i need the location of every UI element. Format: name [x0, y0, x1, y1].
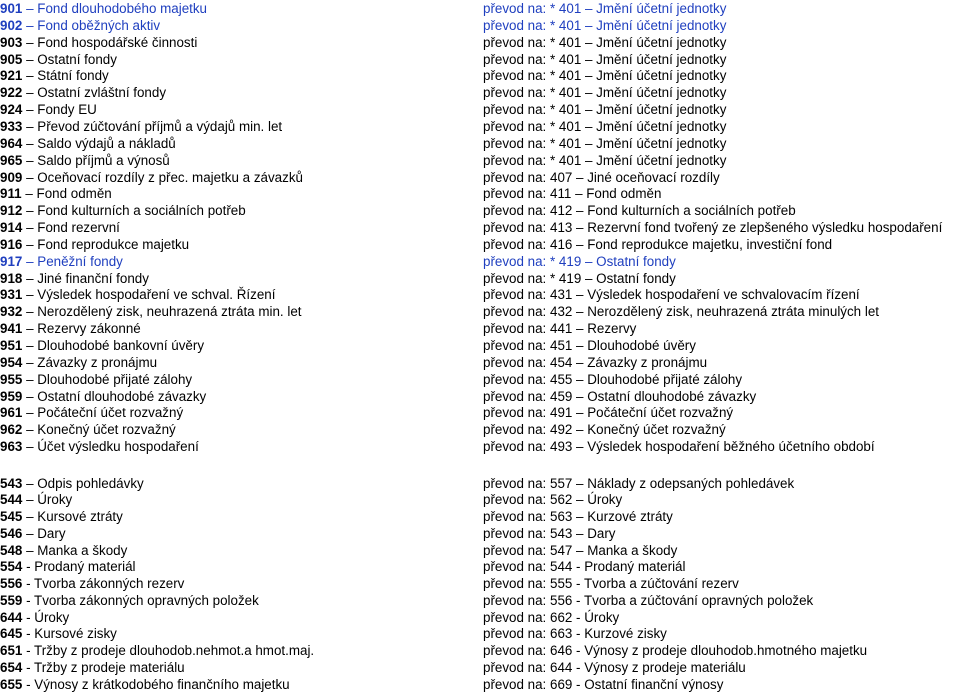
mapping-row	[0, 422, 960, 439]
source-account-name: Závazky z pronájmu	[37, 354, 158, 370]
source-account-code: 543	[0, 475, 23, 491]
target-account: převod na: * 401 – Jmění účetní jednotky	[483, 34, 727, 50]
mapping-row	[0, 660, 960, 677]
source-account	[0, 186, 112, 203]
target-account: převod na: 412 – Fond kulturních a sociálních potřeb	[483, 203, 796, 219]
separator: –	[26, 354, 34, 370]
mapping-row	[0, 237, 960, 254]
source-account	[0, 85, 166, 102]
target-account: převod na: 544 - Prodaný materiál	[483, 559, 686, 575]
separator: -	[26, 659, 31, 675]
separator: –	[25, 186, 33, 202]
source-account	[0, 509, 123, 526]
source-account-code: 903	[0, 34, 23, 50]
source-account-name: Nerozdělený zisk, neuhrazená ztráta min. let	[37, 304, 302, 320]
mapping-row	[0, 610, 960, 627]
source-account-code: 921	[0, 68, 23, 84]
source-account-code: 932	[0, 304, 23, 320]
target-account: převod na: 646 - Výnosy z prodeje dlouhodob.hmotného majetku	[483, 643, 868, 658]
source-account	[0, 677, 290, 694]
source-account	[0, 610, 69, 627]
source-account	[0, 220, 120, 237]
source-account-code: 918	[0, 270, 23, 286]
separator: –	[26, 17, 34, 33]
source-account	[0, 476, 144, 493]
source-account-code: 924	[0, 102, 23, 118]
separator: –	[26, 102, 34, 118]
source-account-code: 931	[0, 287, 23, 303]
mapping-row	[0, 439, 960, 456]
separator: –	[26, 304, 34, 320]
separator: –	[26, 68, 34, 84]
source-account-name: Fondy EU	[37, 102, 97, 118]
mapping-row	[0, 304, 960, 321]
source-account	[0, 660, 185, 677]
source-account	[0, 355, 157, 372]
source-account-code: 951	[0, 338, 23, 353]
separator: –	[26, 287, 34, 303]
source-account-name: Počáteční účet rozvažný	[37, 405, 184, 421]
source-account-name: Fond kulturních a sociálních potřeb	[37, 203, 246, 219]
target-account: převod na: 431 – Výsledek hospodaření ve schvalovacím řízení	[483, 287, 860, 303]
source-account-code: 554	[0, 559, 23, 575]
source-account-name: Výsledek hospodaření ve schval. Řízení	[37, 287, 276, 303]
mapping-row	[0, 405, 960, 422]
source-account	[0, 237, 189, 254]
source-account-name: Tržby z prodeje dlouhodob.nehmot.a hmot.maj.	[34, 643, 315, 658]
source-account	[0, 170, 303, 187]
separator: –	[26, 509, 34, 524]
source-account-name: Ostatní fondy	[37, 51, 117, 67]
target-account: převod na: 411 – Fond odměn	[483, 186, 662, 202]
source-account-name: Fond rezervní	[37, 220, 120, 236]
source-account-name: Oceňovací rozdíly z přec. majetku a závazků	[37, 169, 303, 185]
mapping-row	[0, 186, 960, 203]
source-account-name: Státní fondy	[37, 68, 109, 84]
source-account-code: 933	[0, 118, 23, 134]
source-account-name: Kursové zisky	[34, 626, 117, 642]
target-account: převod na: 669 - Ostatní finanční výnosy	[483, 676, 724, 692]
source-account-name: Dlouhodobé přijaté zálohy	[37, 371, 193, 387]
source-account-code: 546	[0, 525, 23, 541]
mapping-row	[0, 35, 960, 52]
target-account: převod na: * 401 – Jmění účetní jednotky	[483, 152, 727, 168]
source-account-code: 963	[0, 439, 23, 455]
separator: –	[26, 135, 34, 151]
source-account-code: 911	[0, 186, 22, 202]
source-account	[0, 153, 170, 170]
target-account: převod na: 492 – Konečný účet rozvažný	[483, 422, 726, 438]
target-account: převod na: * 419 – Ostatní fondy	[483, 270, 676, 286]
source-account	[0, 543, 127, 560]
mapping-row	[0, 355, 960, 372]
target-account: převod na: 555 - Tvorba a zúčtování rezerv	[483, 576, 739, 591]
mapping-row	[0, 593, 960, 610]
source-account-code: 909	[0, 169, 23, 185]
target-account: převod na: 455 – Dlouhodobé přijaté zálohy	[483, 371, 743, 387]
source-account-code: 556	[0, 576, 23, 591]
separator: –	[26, 236, 34, 252]
target-account: převod na: 563 – Kurzové ztráty	[483, 509, 673, 524]
separator: –	[26, 405, 34, 421]
mapping-row	[0, 203, 960, 220]
separator: –	[26, 118, 34, 134]
mapping-row	[0, 254, 960, 271]
source-account-name: Výnosy z krátkodobého finančního majetku	[34, 676, 290, 692]
source-account-name: Saldo výdajů a nákladů	[37, 135, 176, 151]
source-account-name: Úroky	[34, 609, 70, 625]
separator: –	[26, 338, 34, 353]
source-account-code: 902	[0, 17, 23, 33]
source-account	[0, 405, 183, 422]
source-account	[0, 203, 246, 220]
mapping-row	[0, 526, 960, 543]
separator: -	[26, 609, 31, 625]
source-account	[0, 439, 199, 456]
source-account	[0, 389, 206, 406]
mapping-row	[0, 543, 960, 560]
source-account-code: 941	[0, 321, 23, 337]
source-account-code: 544	[0, 492, 23, 508]
source-account-name: Ostatní zvláštní fondy	[37, 85, 167, 101]
source-account-name: Manka a škody	[37, 542, 128, 558]
target-account: převod na: * 419 – Ostatní fondy	[483, 253, 676, 269]
mapping-row	[0, 372, 960, 389]
mapping-row	[0, 119, 960, 136]
target-account: převod na: 547 – Manka a škody	[483, 542, 678, 558]
source-account-code: 917	[0, 253, 23, 269]
mapping-row	[0, 476, 960, 493]
separator: –	[26, 1, 34, 16]
source-account-code: 955	[0, 371, 23, 387]
mapping-row	[0, 576, 960, 593]
source-account	[0, 136, 176, 153]
separator: –	[26, 388, 34, 404]
mapping-row	[0, 338, 960, 355]
target-account: převod na: 451 – Dlouhodobé úvěry	[483, 338, 696, 353]
source-account-code: 922	[0, 85, 23, 101]
source-account-name: Účet výsledku hospodaření	[37, 439, 199, 455]
source-account-name: Úroky	[37, 492, 73, 508]
separator: –	[26, 253, 34, 269]
mapping-row	[0, 85, 960, 102]
mapping-row	[0, 287, 960, 304]
separator: -	[26, 576, 31, 591]
target-account: převod na: 663 - Kurzové zisky	[483, 626, 667, 642]
target-account: převod na: * 401 – Jmění účetní jednotky	[483, 135, 727, 151]
source-account	[0, 271, 149, 288]
source-account	[0, 52, 117, 69]
separator: -	[26, 676, 31, 692]
source-account-name: Dary	[37, 525, 66, 541]
source-account	[0, 372, 192, 389]
source-account-name: Odpis pohledávky	[37, 475, 144, 491]
separator: –	[26, 321, 34, 337]
source-account-code: 959	[0, 388, 23, 404]
mapping-row	[0, 271, 960, 288]
source-account	[0, 18, 160, 35]
source-account-name: Tvorba zákonných rezerv	[34, 576, 185, 591]
source-account-code: 645	[0, 626, 23, 642]
source-account	[0, 1, 207, 18]
target-account: převod na: 459 – Ostatní dlouhodobé závazky	[483, 388, 757, 404]
mapping-row	[0, 389, 960, 406]
mapping-row	[0, 220, 960, 237]
source-account-code: 964	[0, 135, 23, 151]
source-account	[0, 321, 141, 338]
separator: -	[26, 592, 31, 608]
mapping-row	[0, 677, 960, 694]
target-account: převod na: 454 – Závazky z pronájmu	[483, 354, 708, 370]
separator: -	[26, 559, 31, 575]
mapping-row	[0, 170, 960, 187]
source-account	[0, 492, 72, 509]
separator: –	[26, 542, 34, 558]
source-account	[0, 593, 259, 610]
mapping-row	[0, 18, 960, 35]
source-account-name: Prodaný materiál	[34, 559, 136, 575]
source-account-code: 548	[0, 542, 23, 558]
mapping-row	[0, 559, 960, 576]
source-account	[0, 254, 123, 271]
source-account-code: 901	[0, 1, 23, 16]
source-account-code: 655	[0, 676, 23, 692]
source-account-code: 559	[0, 592, 23, 608]
target-account: převod na: 493 – Výsledek hospodaření běžného účetního období	[483, 439, 875, 455]
source-account-name: Jiné finanční fondy	[37, 270, 149, 286]
source-account-name: Převod zúčtování příjmů a výdajů min. let	[37, 118, 283, 134]
source-account-name: Fond hospodářské činnosti	[37, 34, 198, 50]
source-account	[0, 68, 109, 85]
source-account-code: 912	[0, 203, 23, 219]
separator: –	[26, 220, 34, 236]
target-account: převod na: 416 – Fond reprodukce majetku, investiční fond	[483, 236, 833, 252]
source-account-name: Ostatní dlouhodobé závazky	[37, 388, 207, 404]
target-account: převod na: 662 - Úroky	[483, 609, 620, 625]
mapping-row	[0, 102, 960, 119]
source-account-code: 644	[0, 609, 23, 625]
mapping-row	[0, 136, 960, 153]
source-account	[0, 526, 66, 543]
mapping-row	[0, 643, 960, 660]
mapping-row	[0, 321, 960, 338]
separator: –	[26, 152, 34, 168]
source-account-name: Rezervy zákonné	[37, 321, 141, 337]
target-account: převod na: 432 – Nerozdělený zisk, neuhrazená ztráta minulých let	[483, 304, 879, 320]
source-account-name: Fond dlouhodobého majetku	[37, 1, 208, 16]
target-account: převod na: 562 – Úroky	[483, 492, 623, 508]
source-account-code: 962	[0, 422, 23, 438]
source-account	[0, 35, 197, 52]
source-account-code: 954	[0, 354, 23, 370]
separator: –	[26, 270, 34, 286]
source-account-name: Saldo příjmů a výnosů	[37, 152, 170, 168]
target-account: převod na: 644 - Výnosy z prodeje materiálu	[483, 659, 746, 675]
target-account: převod na: 491 – Počáteční účet rozvažný	[483, 405, 734, 421]
mapping-row	[0, 68, 960, 85]
mapping-row	[0, 153, 960, 170]
source-account-name: Fond oběžných aktiv	[37, 17, 161, 33]
target-account: převod na: * 401 – Jmění účetní jednotky	[483, 68, 727, 84]
target-account: převod na: * 401 – Jmění účetní jednotky	[483, 1, 727, 16]
separator: –	[26, 492, 34, 508]
source-account-name: Fond odměn	[36, 186, 112, 202]
target-account: převod na: 557 – Náklady z odepsaných pohledávek	[483, 475, 795, 491]
target-account: převod na: * 401 – Jmění účetní jednotky	[483, 85, 727, 101]
source-account-code: 545	[0, 509, 23, 524]
source-account	[0, 287, 275, 304]
mapping-row	[0, 52, 960, 69]
target-account: převod na: * 401 – Jmění účetní jednotky	[483, 102, 727, 118]
separator: –	[26, 34, 34, 50]
source-account	[0, 119, 282, 136]
separator: –	[26, 525, 34, 541]
mapping-row	[0, 626, 960, 643]
separator: –	[26, 51, 34, 67]
mapping-row	[0, 492, 960, 509]
target-account: převod na: * 401 – Jmění účetní jednotky	[483, 118, 727, 134]
source-account-code: 961	[0, 405, 23, 421]
separator: –	[26, 475, 34, 491]
source-account	[0, 304, 302, 321]
target-account: převod na: 407 – Jiné oceňovací rozdíly	[483, 169, 720, 185]
separator: –	[26, 203, 34, 219]
source-account-code: 965	[0, 152, 23, 168]
target-account: převod na: 441 – Rezervy	[483, 321, 637, 337]
separator: –	[26, 439, 34, 455]
source-account-name: Fond reprodukce majetku	[37, 236, 190, 252]
source-account	[0, 576, 184, 593]
source-account	[0, 338, 204, 355]
source-account	[0, 626, 117, 643]
mapping-row	[0, 1, 960, 18]
separator: –	[26, 85, 34, 101]
source-account-code: 651	[0, 643, 23, 658]
source-account	[0, 643, 314, 660]
source-account-code: 654	[0, 659, 23, 675]
source-account-name: Tvorba zákonných opravných položek	[34, 592, 259, 608]
separator: –	[26, 422, 34, 438]
target-account: převod na: * 401 – Jmění účetní jednotky	[483, 51, 727, 67]
source-account-code: 914	[0, 220, 23, 236]
source-account	[0, 422, 176, 439]
target-account: převod na: 543 – Dary	[483, 525, 616, 541]
source-account-code: 905	[0, 51, 23, 67]
source-account	[0, 559, 136, 576]
separator: –	[26, 169, 34, 185]
source-account-code: 916	[0, 236, 23, 252]
source-account-name: Kursové ztráty	[37, 509, 123, 524]
source-account	[0, 102, 97, 119]
source-account-name: Konečný účet rozvažný	[37, 422, 176, 438]
separator: -	[26, 626, 31, 642]
separator: –	[26, 371, 34, 387]
source-account-name: Tržby z prodeje materiálu	[34, 659, 185, 675]
target-account: převod na: * 401 – Jmění účetní jednotky	[483, 17, 727, 33]
mapping-row	[0, 509, 960, 526]
source-account-name: Dlouhodobé bankovní úvěry	[37, 338, 205, 353]
source-account-name: Peněžní fondy	[37, 253, 123, 269]
target-account: převod na: 413 – Rezervní fond tvořený ze zlepšeného výsledku hospodaření	[483, 220, 943, 236]
separator: -	[26, 643, 31, 658]
target-account: převod na: 556 - Tvorba a zúčtování opravných položek	[483, 592, 814, 608]
